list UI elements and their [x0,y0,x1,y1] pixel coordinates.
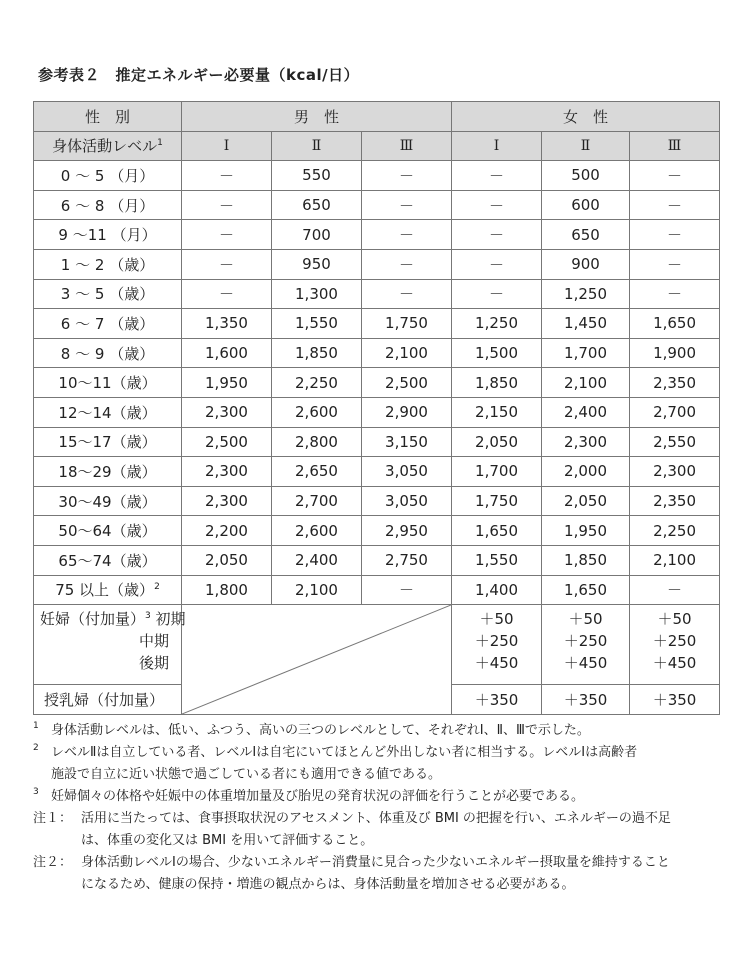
value-cell: 2,050 [542,486,630,516]
value-cell: － [182,190,272,220]
age-cell: 12～14（歳） [34,397,182,427]
remark-text-cont: になるため、健康の保持・増進の観点からは、身体活動量を増加させる必要がある。 [81,877,575,892]
value: ＋50 [568,610,603,629]
value: ＋50 [479,610,514,629]
value-cell: 2,900 [362,397,452,427]
value-cell: 600 [542,190,630,220]
value: ＋450 [474,654,519,673]
value-cell: ＋350 [452,685,542,715]
value-cell: 1,500 [452,338,542,368]
remark [33,808,723,852]
value: ＋250 [474,632,519,651]
value-cell: 650 [272,190,362,220]
female-header: 女 性 [452,102,720,132]
value-cell: 2,300 [182,457,272,487]
value-cell: 950 [272,249,362,279]
value-cell: 1,700 [452,457,542,487]
level-header: Ⅲ [630,131,720,161]
value-cell: 1,850 [272,338,362,368]
value-cell: ＋350 [542,685,630,715]
value-cell: － [452,249,542,279]
value-cell: 1,650 [542,575,630,605]
age-cell: 15～17（歳） [34,427,182,457]
remark [33,852,723,896]
value-cell: 2,300 [182,486,272,516]
value-cell: 2,400 [272,545,362,575]
value-cell: － [362,220,452,250]
value-cell: － [182,279,272,309]
value-cell: 2,000 [542,457,630,487]
diagonal-line [182,605,451,714]
value-cell: － [452,161,542,191]
value-cell: 2,700 [630,397,720,427]
age-label: 75 以上（歳） [55,581,155,600]
table-title: 参考表２ 推定エネルギー必要量（kcal/日） [38,66,360,84]
value: ＋250 [563,632,608,651]
value-cell: － [362,279,452,309]
level-header: Ⅰ [452,131,542,161]
value-cell: － [362,190,452,220]
value-cell: 2,200 [182,516,272,546]
value-cell: 1,950 [542,516,630,546]
value: ＋250 [652,632,697,651]
value-cell: 1,250 [542,279,630,309]
value-cell: － [452,220,542,250]
value-cell: 2,600 [272,397,362,427]
value-cell: 500 [542,161,630,191]
value-cell: 550 [272,161,362,191]
value-cell: 3,050 [362,457,452,487]
value-cell: 2,650 [272,457,362,487]
pregnant-early-label: 初期 [155,610,186,629]
table-row [34,220,720,250]
table-row [34,397,720,427]
table-row [34,338,720,368]
age-cell: 50～64（歳） [34,516,182,546]
table-row [34,161,720,191]
value-cell: － [362,575,452,605]
value-cell: 1,900 [630,338,720,368]
value: ＋450 [563,654,608,673]
value-cell: 1,950 [182,368,272,398]
value-cell: － [630,279,720,309]
pregnant-value-cell [542,605,630,685]
value-cell: 2,250 [272,368,362,398]
value-cell: － [182,161,272,191]
age-cell: 0 ～ 5 （月） [34,161,182,191]
pregnant-value-cell [630,605,720,685]
value-cell: 2,750 [362,545,452,575]
table-row [34,486,720,516]
header-row-sex [34,102,720,132]
table-row [34,368,720,398]
value-cell: 2,800 [272,427,362,457]
value-cell: － [452,279,542,309]
energy-requirement-table [33,101,720,715]
lactating-label: 授乳婦（付加量） [34,685,182,715]
table-row [34,249,720,279]
remark-mark: 注１： [33,811,73,826]
value-cell: 2,100 [630,545,720,575]
value-cell: 2,300 [630,457,720,487]
table-row [34,427,720,457]
value-cell: 1,450 [542,309,630,339]
value-cell: 1,650 [452,516,542,546]
remark-text-cont: は、体重の変化又は BMI を用いて評価すること。 [81,833,374,848]
remark-text: 活用に当たっては、食事摂取状況のアセスメント、体重及び BMI の把握を行い、エネルギーの過不足 [81,811,671,826]
value-cell: 2,250 [630,516,720,546]
activity-level-header [34,131,182,161]
footnote-mark: 3 [145,611,151,622]
value-cell: － [362,161,452,191]
age-cell: 1 ～ 2 （歳） [34,249,182,279]
value-cell: － [362,249,452,279]
value-cell: － [630,575,720,605]
sex-header: 性 別 [34,102,182,132]
value-cell: 3,150 [362,427,452,457]
footnote-text: レベルⅡは自立している者、レベルⅠは自宅にいてほとんど外出しない者に相当する。レベルⅠは高齢者 [51,745,638,760]
footnote-mark: 2 [33,743,39,753]
value-cell: 1,700 [542,338,630,368]
table-row [34,190,720,220]
value-cell: 2,500 [362,368,452,398]
pregnant-late-label: 後期 [138,654,169,673]
footnote-text: 妊婦個々の体格や妊娠中の体重増加量及び胎児の発育状況の評価を行うことが必要である。 [51,789,585,804]
value-cell: － [630,190,720,220]
male-header: 男 性 [182,102,452,132]
value-cell: 1,550 [452,545,542,575]
value-cell: 2,700 [272,486,362,516]
pregnant-mid-label: 中期 [138,632,169,651]
table-row [34,575,720,605]
value-cell: 2,350 [630,368,720,398]
value-cell: 2,100 [272,575,362,605]
value-cell: 2,150 [452,397,542,427]
value-cell: 2,950 [362,516,452,546]
age-cell: 8 ～ 9 （歳） [34,338,182,368]
value-cell: 1,850 [542,545,630,575]
value-cell: 3,050 [362,486,452,516]
footnote-mark: 3 [33,787,39,797]
value-cell: 2,500 [182,427,272,457]
value-cell: － [182,249,272,279]
value-cell: 2,550 [630,427,720,457]
age-cell: 6 ～ 8 （月） [34,190,182,220]
footnote-text-cont: 施設で自立に近い状態で過ごしている者にも適用できる値である。 [51,767,442,782]
footnote [33,786,723,808]
value-cell: 2,400 [542,397,630,427]
level-header: Ⅲ [362,131,452,161]
header-row-level [34,131,720,161]
value-cell: 650 [542,220,630,250]
value-cell: 2,350 [630,486,720,516]
pregnant-label-cell [34,605,186,685]
value: ＋50 [657,610,692,629]
value-cell: 1,850 [452,368,542,398]
value-cell: 2,600 [272,516,362,546]
remark-text: 身体活動レベルⅠの場合、少ないエネルギー消費量に見合った少ないエネルギー摂取量を維持すること [81,855,670,870]
age-cell: 10～11（歳） [34,368,182,398]
footnotes [33,720,723,896]
value-cell: － [630,249,720,279]
footnote [33,720,723,742]
age-cell: 3 ～ 5 （歳） [34,279,182,309]
age-cell: 6 ～ 7 （歳） [34,309,182,339]
level-header: Ⅱ [542,131,630,161]
pregnant-value-cell [452,605,542,685]
footnote-text: 身体活動レベルは、低い、ふつう、高いの三つのレベルとして、それぞれⅠ、Ⅱ、Ⅲで示した。 [51,723,590,738]
pregnant-label: 妊婦（付加量） [40,610,146,629]
value-cell: 1,600 [182,338,272,368]
value-cell: － [630,161,720,191]
value-cell: 700 [272,220,362,250]
value-cell: 2,050 [182,545,272,575]
footnote-mark: 1 [157,138,163,149]
value-cell: － [630,220,720,250]
age-cell: 9 ～11 （月） [34,220,182,250]
value-cell: 1,750 [452,486,542,516]
value-cell: － [452,190,542,220]
value-cell: ＋350 [630,685,720,715]
value-cell: 1,650 [630,309,720,339]
age-cell: 18～29（歳） [34,457,182,487]
activity-level-label: 身体活動レベル [52,137,158,156]
value-cell: 900 [542,249,630,279]
level-header: Ⅰ [182,131,272,161]
age-cell: 30～49（歳） [34,486,182,516]
value-cell: 1,550 [272,309,362,339]
value-cell: 1,300 [272,279,362,309]
level-header: Ⅱ [272,131,362,161]
not-applicable-cell [182,605,452,715]
value-cell: － [182,220,272,250]
table-row [34,309,720,339]
table-row [34,457,720,487]
table-row [34,516,720,546]
value-cell: 2,100 [542,368,630,398]
value-cell: 1,800 [182,575,272,605]
value-cell: 2,300 [542,427,630,457]
value: ＋450 [652,654,697,673]
table-row [34,279,720,309]
value-cell: 2,100 [362,338,452,368]
value-cell: 1,350 [182,309,272,339]
footnote-mark: 2 [154,582,160,593]
value-cell: 1,250 [452,309,542,339]
value-cell: 1,400 [452,575,542,605]
table-row [34,545,720,575]
age-cell [34,575,182,605]
remark-mark: 注２： [33,855,73,870]
value-cell: 2,050 [452,427,542,457]
age-cell: 65～74（歳） [34,545,182,575]
footnote [33,742,723,786]
value-cell: 1,750 [362,309,452,339]
footnote-mark: 1 [33,721,39,731]
pregnant-row [34,605,720,685]
value-cell: 2,300 [182,397,272,427]
